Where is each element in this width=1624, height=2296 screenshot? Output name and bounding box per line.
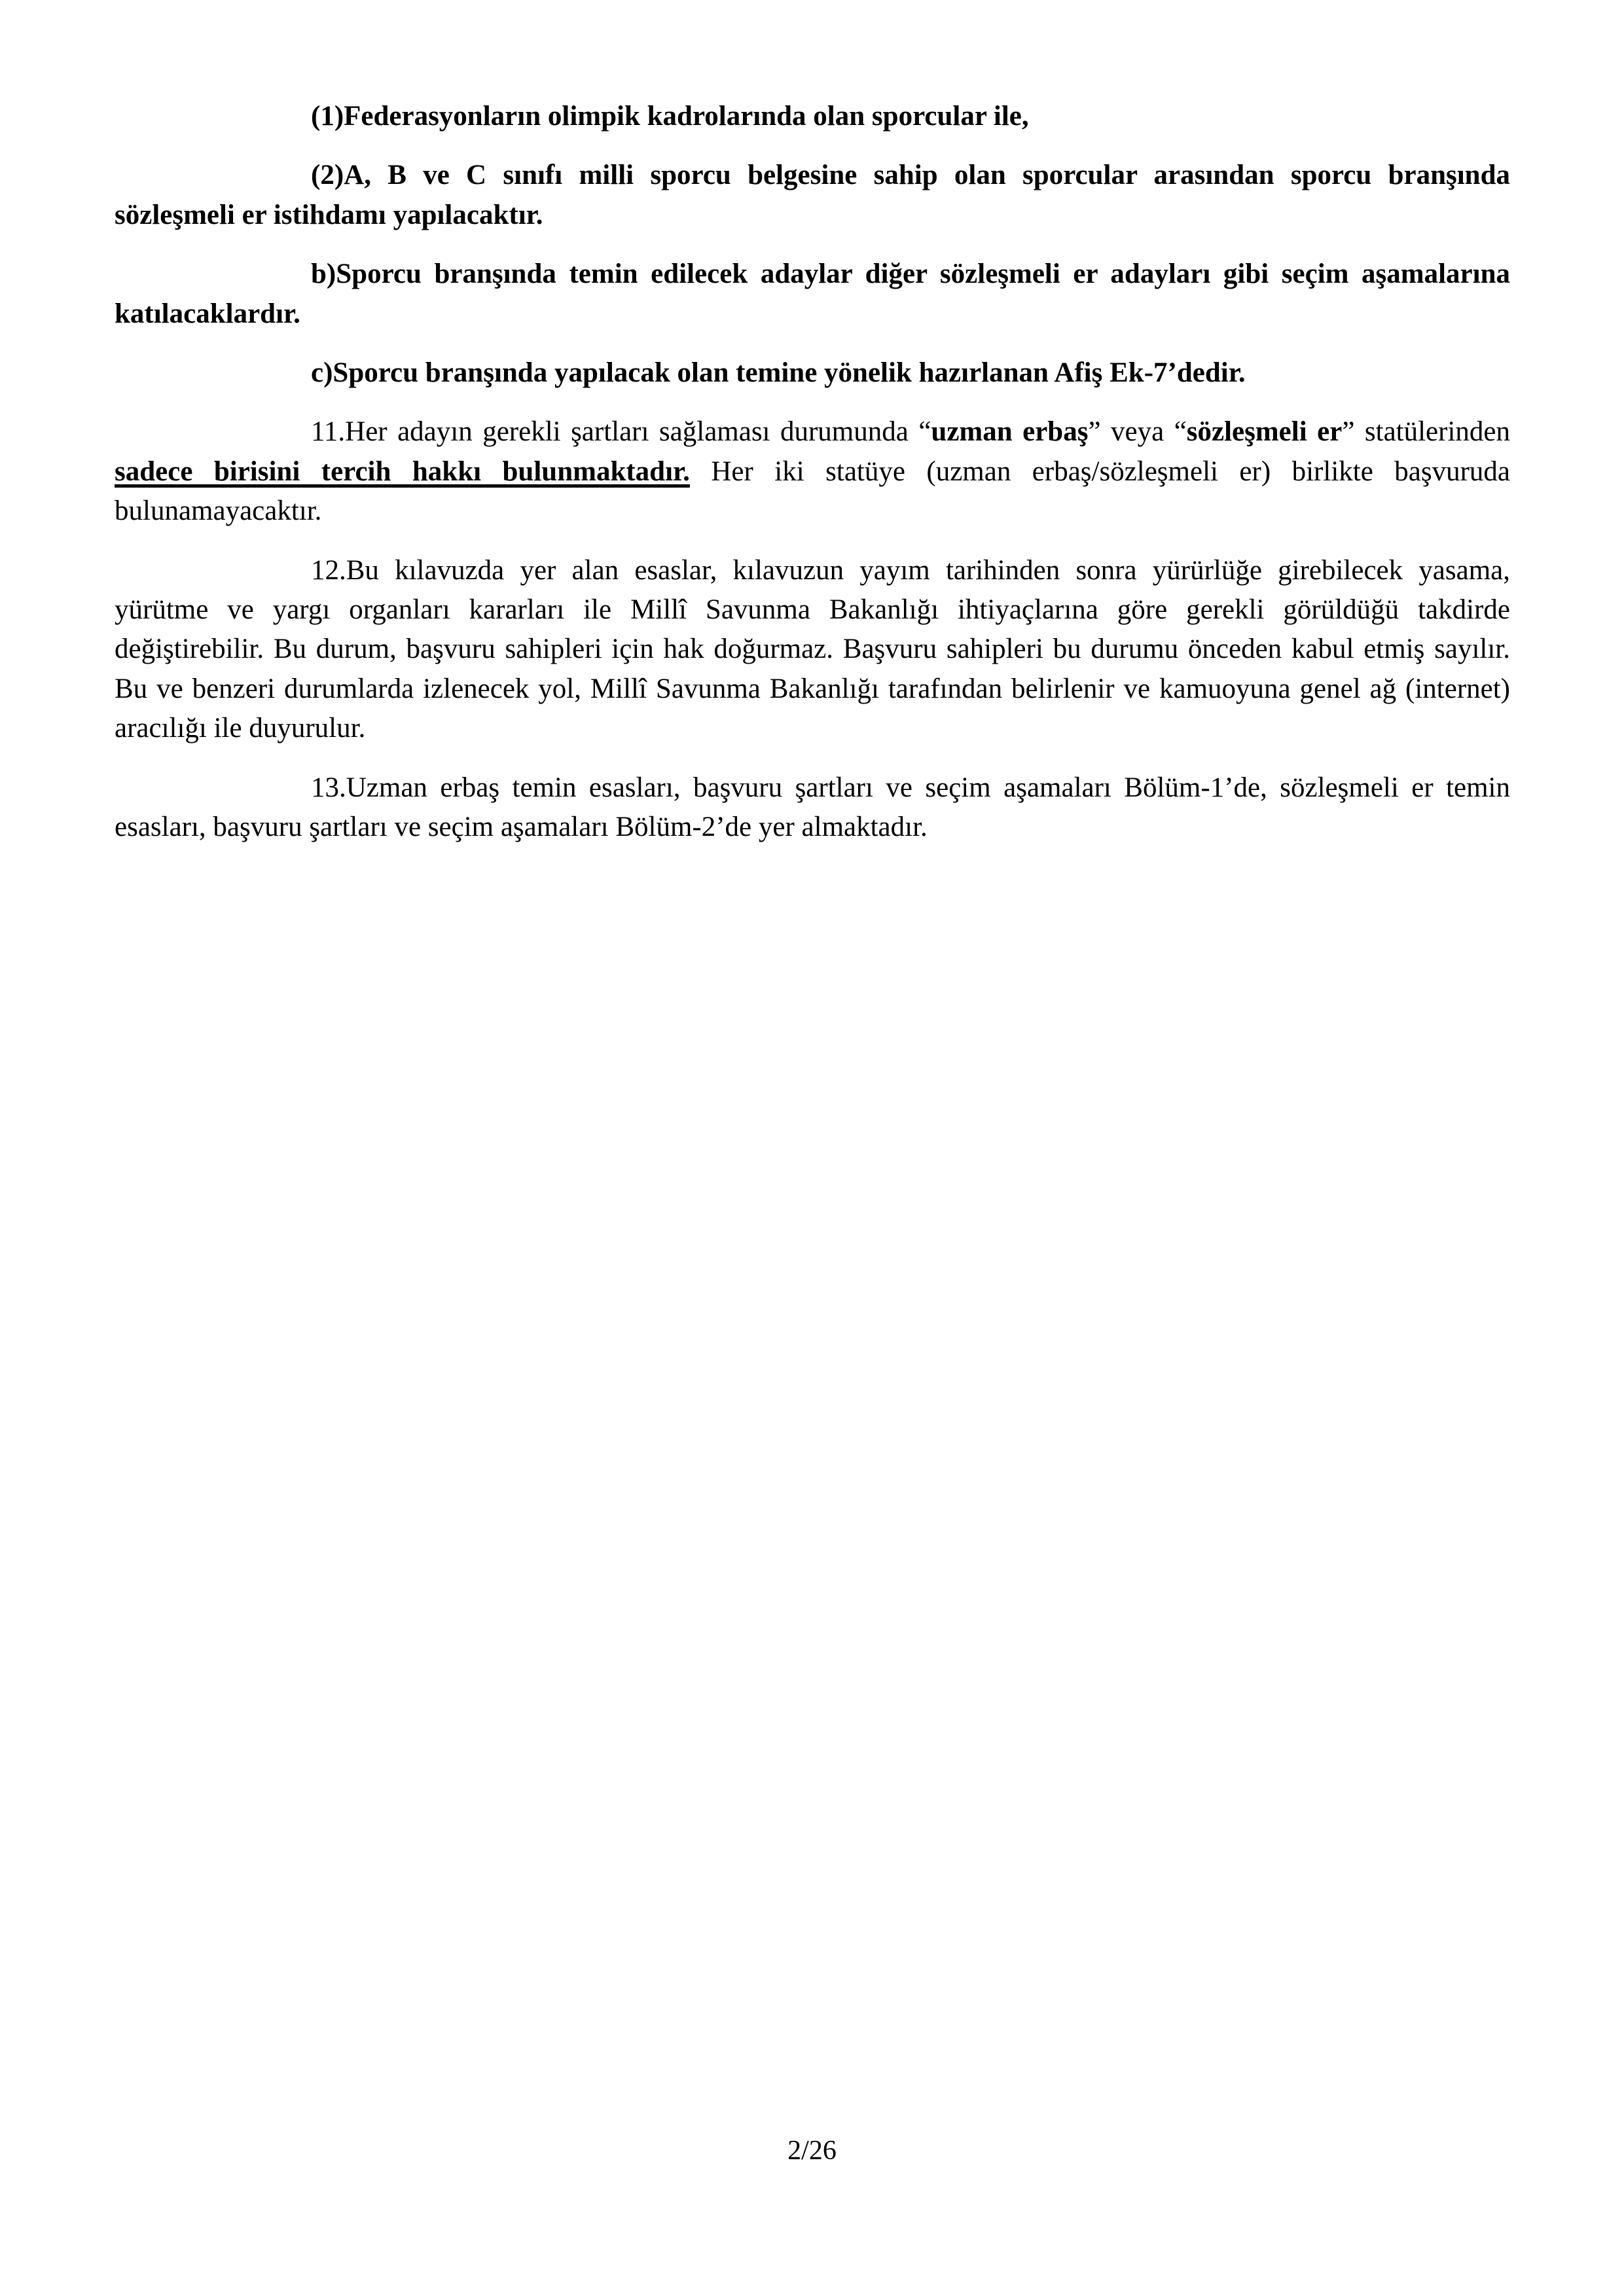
emphasis-bold-underline: sadece birisini tercih hakkı bulunmaktadır. [115,456,690,487]
text-run: Her adayın gerekli şartları sağlaması durumunda “ [345,416,931,448]
paragraph-marker: b) [311,259,336,290]
page-number: 2/26 [787,2136,837,2166]
paragraph-text: Uzman erbaş temin esasları, başvuru şartları ve seçim aşamaları Bölüm-1’de, sözleşmeli er temin esasları, başvuru şartları ve seçim aşamaları Bölüm-2’de yer almaktadır. [115,772,1510,843]
paragraph-marker: (2) [311,160,344,191]
paragraph-text: Bu kılavuzda yer alan esaslar, kılavuzun yayım tarihinden sonra yürürlüğe girebilecek yasama, yürütme ve yargı organları kararları ile Millî Savunma Bakanlığı ihtiyaçlarına göre gerekli görüldüğü takdirde değiştirebilir. Bu durum, başvuru sahipleri için hak doğurmaz. Başvuru sahipleri bu durumu önceden kabul etmiş sayılır. Bu ve benzeri durumlarda izlenecek yol, Millî Savunma Bakanlığı tarafından belirlenir ve kamuoyuna genel ağ (internet) aracılığı ile duyurulur. [115,554,1510,744]
paragraph-marker: (1) [311,101,344,132]
paragraph-item-12 [115,551,1510,749]
paragraph-marker: 12. [311,554,346,586]
text-run: ” veya “ [1088,416,1187,448]
paragraph-item-13 [115,768,1510,848]
paragraph-item-11 [115,412,1510,531]
page-body [115,97,1510,848]
text-run: ” statülerinden [1342,416,1510,448]
text-run: Her iki statüye (uzman erbaş/sözleşmeli er) birlikte başvuruda bulunamayacaktır. [115,456,1510,527]
paragraph-text: Federasyonların olimpik kadrolarında olan sporcular ile, [344,101,1029,132]
paragraph-marker: 11. [311,416,346,448]
paragraph-marker: 13. [311,772,346,803]
paragraph-item-c [115,353,1510,393]
paragraph-text: Sporcu branşında yapılacak olan temine yönelik hazırlanan Afiş Ek-7’dedir. [333,357,1246,389]
page-footer [0,2135,1624,2166]
paragraph-item-b [115,255,1510,334]
emphasis-bold: sözleşmeli er [1186,416,1343,448]
paragraph-item-2 [115,156,1510,235]
paragraph-item-1 [115,97,1510,136]
paragraph-marker: c) [311,357,333,389]
paragraph-text: Sporcu branşında temin edilecek adaylar diğer sözleşmeli er adayları gibi seçim aşamalarına katılacaklardır. [115,259,1510,329]
paragraph-text: A, B ve C sınıfı milli sporcu belgesine sahip olan sporcular arasından sporcu branşında sözleşmeli er istihdamı yapılacaktır. [115,160,1510,230]
emphasis-bold: uzman erbaş [931,416,1089,448]
